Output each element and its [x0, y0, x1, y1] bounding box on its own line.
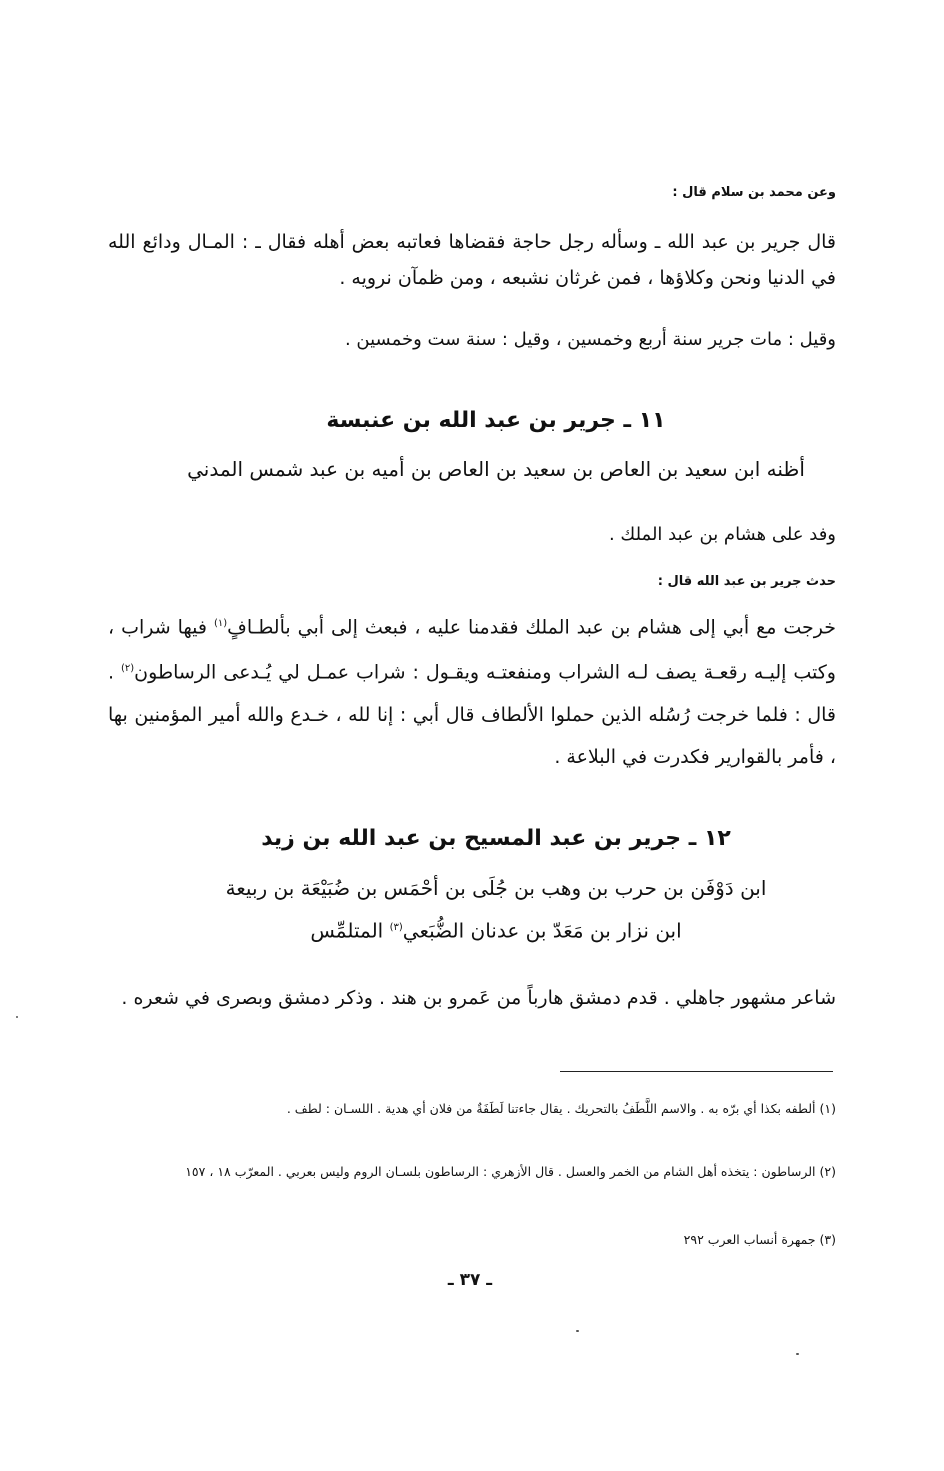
- entry-subtitle-11: أظنه ابن سعيد بن العاص بن سعيد بن العاص بن أميه بن عبد شمس المدني: [187, 457, 805, 481]
- footnote-2: (٢) الرساطون : يتخذه أهل الشام من الخمر والعسل . قال الأزهري : الرساطون بلسـان الروم وليس بعربي . المعرّب ١٨ ، ١٥٧: [185, 1164, 836, 1179]
- footnote-3: (٣) جمهرة أنساب العرب ٢٩٢: [683, 1232, 836, 1247]
- scan-speck: [576, 1330, 579, 1332]
- paragraph-4: [108, 603, 836, 778]
- entry-heading-11: ١١ ـ جرير بن عبد الله بن عنبسة: [326, 408, 666, 433]
- paragraph-5: شاعر مشهور جاهلي . قدم دمشق هارباً من عَمرو بن هند . وذكر دمشق وبصرى في شعره .: [121, 987, 836, 1009]
- entry-subtitle-12-line-2: [160, 908, 832, 951]
- paragraph-4-part-c: . قال : فلما خرجت رُسُله الذين حملوا الألطاف قال أبي : إنا لله ، خـدع والله أمير المؤمنين بها ، فأمر بالقوارير فكدرت في البلاعة .: [108, 661, 836, 768]
- paragraph-3: وفد على هشام بن عبد الملك .: [608, 524, 836, 545]
- entry-subtitle-12-line-2a: ابن نزار بن مَعَدّ بن عدنان الضُّبَعي: [402, 918, 682, 943]
- intro-line: وعن محمد بن سلام قال :: [672, 185, 836, 200]
- entry-subtitle-12-line-2b: المتلمِّس: [310, 918, 390, 943]
- footnote-ref-3: (٣): [389, 922, 403, 933]
- scan-speck: [16, 1016, 18, 1018]
- entry-heading-12: ١٢ ـ جرير بن عبد المسيح بن عبد الله بن زيد: [261, 826, 731, 851]
- page-number: ـ ٣٧ ـ: [447, 1270, 493, 1290]
- intro-line-2: حدث جرير بن عبد الله قال :: [657, 574, 836, 589]
- paragraph-4-part-a: خرجت مع أبي إلى هشام بن عبد الملك فقدمنا عليه ، فبعث إلى أبي بألطـافٍ: [227, 616, 836, 639]
- paragraph-2: وقيل : مات جرير سنة أربع وخمسين ، وقيل : سنة ست وخمسين .: [344, 329, 836, 350]
- paragraph-1: قال جرير بن عبد الله ـ وسأله رجل حاجة فقضاها فعاتبه بعض أهله فقال ـ : المـال ودائع الله في الدنيا ونحن وكلاؤها ، فمن غرثان نشبعه ، ومن ظمآن نرويه .: [108, 231, 836, 289]
- paragraph-4-part-b: فيها شراب ، وكتب إليـه رقعـة يصف لـه الشراب ومنفعتـه ويقـول : شراب عمـل لي يُـدعى الرساطون: [108, 616, 836, 684]
- footnote-ref-1: (١): [213, 618, 228, 629]
- entry-subtitle-12: [160, 868, 832, 951]
- footnote-separator: [560, 1071, 833, 1072]
- entry-subtitle-12-line-1: ابن دَوْفَن بن حرب بن وهب بن جُلَى بن أحْمَس بن ضُبَيْعَة بن ربيعة: [225, 876, 767, 900]
- scan-speck: [796, 1353, 799, 1355]
- footnote-1: (١) ألطفه بكذا أي برّه به . والاسم اللَّطَفُ بالتحريك . يقال جاءتنا لَطَفَةٌ من فلان أي هدية . اللسـان : لطف .: [286, 1101, 836, 1116]
- footnote-ref-2: (٢): [120, 663, 135, 675]
